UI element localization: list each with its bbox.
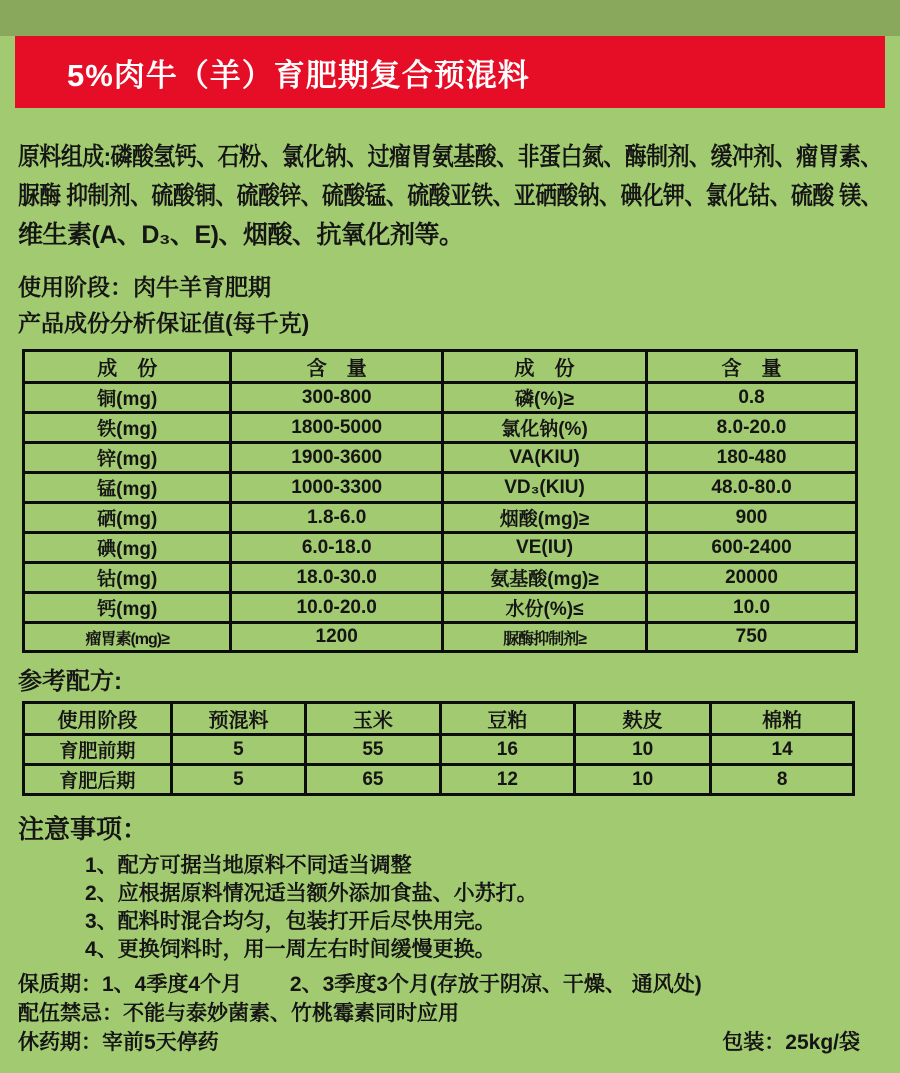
col-header-stage: 使用阶段 xyxy=(24,703,172,735)
note-item-3: 3、配料时混合均匀，包装打开后尽快用完。 xyxy=(85,910,496,933)
component-value: 1800-5000 xyxy=(231,413,443,443)
component-value: 900 xyxy=(647,503,857,533)
shelf-life-line xyxy=(18,970,882,999)
component-value: 10.0 xyxy=(647,593,857,623)
component-name: 氨基酸(mg)≥ xyxy=(442,563,646,593)
component-name: 钴(mg) xyxy=(24,563,231,593)
shelf-life-part-1: 保质期：1、4季度4个月 xyxy=(18,973,243,996)
ingredients-paragraph xyxy=(18,138,882,255)
formula-header-row xyxy=(24,703,854,735)
formula-section-title: 参考配方: xyxy=(18,668,122,695)
notes-list xyxy=(85,852,900,964)
col-header-component: 成 份 xyxy=(24,351,231,383)
table-row xyxy=(24,443,857,473)
analysis-table-title: 产品成份分析保证值(每千克) xyxy=(18,310,310,336)
component-name: 钙(mg) xyxy=(24,593,231,623)
stage-name: 育肥前期 xyxy=(24,735,172,765)
usage-stage-text: 使用阶段：肉牛羊育肥期 xyxy=(18,274,271,300)
component-name: 铁(mg) xyxy=(24,413,231,443)
component-value: 1.8-6.0 xyxy=(231,503,443,533)
component-value: 18.0-30.0 xyxy=(231,563,443,593)
component-value: 20000 xyxy=(647,563,857,593)
component-value: 180-480 xyxy=(647,443,857,473)
component-value: 6.0-18.0 xyxy=(231,533,443,563)
table-row xyxy=(24,563,857,593)
title-banner xyxy=(15,36,885,108)
analysis-header-row xyxy=(24,351,857,383)
withdrawal-package-line xyxy=(18,1028,882,1057)
component-name: 脲酶抑制剂≥ xyxy=(442,623,646,652)
note-item-2: 2、应根据原料情况适当额外添加食盐、小苏打。 xyxy=(85,882,538,905)
formula-value: 12 xyxy=(440,765,574,795)
note-item-1: 1、配方可据当地原料不同适当调整 xyxy=(85,854,412,877)
formula-value: 16 xyxy=(440,735,574,765)
stage-name: 育肥后期 xyxy=(24,765,172,795)
formula-value: 14 xyxy=(711,735,854,765)
col-header-content: 含 量 xyxy=(647,351,857,383)
col-header-premix: 预混料 xyxy=(171,703,305,735)
formula-value: 10 xyxy=(575,735,711,765)
footer-info xyxy=(18,970,882,1057)
table-row xyxy=(24,623,857,652)
formula-value: 55 xyxy=(306,735,440,765)
formula-value: 8 xyxy=(711,765,854,795)
note-item-4: 4、更换饲料时，用一周左右时间缓慢更换。 xyxy=(85,938,496,961)
component-value: 10.0-20.0 xyxy=(231,593,443,623)
formula-value: 5 xyxy=(171,765,305,795)
package-spec-text: 包装：25kg/袋 xyxy=(722,1031,860,1054)
component-value: 750 xyxy=(647,623,857,652)
component-value: 600-2400 xyxy=(647,533,857,563)
formula-table xyxy=(22,701,855,796)
component-name: 铜(mg) xyxy=(24,383,231,413)
notes-section-title: 注意事项： xyxy=(18,814,149,844)
component-name: 水份(%)≤ xyxy=(442,593,646,623)
formula-value: 5 xyxy=(171,735,305,765)
col-header-soybean-meal: 豆粕 xyxy=(440,703,574,735)
analysis-table xyxy=(22,349,858,653)
page-title: 5%肉牛（羊）育肥期复合预混料 xyxy=(67,57,530,93)
product-label-page xyxy=(0,36,900,1073)
component-name: VD₃(KIU) xyxy=(442,473,646,503)
component-name: 磷(%)≥ xyxy=(442,383,646,413)
component-name: VA(KIU) xyxy=(442,443,646,473)
col-header-corn: 玉米 xyxy=(306,703,440,735)
col-header-component: 成 份 xyxy=(442,351,646,383)
ingredients-line-1: 原料组成:磷酸氢钙、石粉、氯化钠、过瘤胃氨基酸、非蛋白氮、酶制剂、缓冲剂、瘤胃素、 xyxy=(18,143,882,171)
col-header-content: 含 量 xyxy=(231,351,443,383)
table-row xyxy=(24,533,857,563)
component-name: 瘤胃素(mg)≥ xyxy=(24,623,231,652)
table-row xyxy=(24,473,857,503)
formula-value: 10 xyxy=(575,765,711,795)
component-value: 48.0-80.0 xyxy=(647,473,857,503)
component-name: 烟酸(mg)≥ xyxy=(442,503,646,533)
incompatibility-line: 配伍禁忌：不能与泰妙菌素、竹桃霉素同时应用 xyxy=(18,1002,459,1025)
component-name: 硒(mg) xyxy=(24,503,231,533)
ingredients-line-2: 脲酶 抑制剂、硫酸铜、硫酸锌、硫酸锰、硫酸亚铁、亚硒酸钠、碘化钾、氯化钴、硫酸 镁、 xyxy=(18,182,882,210)
component-name: 锰(mg) xyxy=(24,473,231,503)
table-row xyxy=(24,593,857,623)
component-value: 1900-3600 xyxy=(231,443,443,473)
component-value: 300-800 xyxy=(231,383,443,413)
component-name: 碘(mg) xyxy=(24,533,231,563)
component-value: 1200 xyxy=(231,623,443,652)
component-value: 0.8 xyxy=(647,383,857,413)
ingredients-line-3: 维生素(A、D₃、E)、烟酸、抗氧化剂等。 xyxy=(18,221,464,249)
shelf-life-part-2: 2、3季度3个月(存放于阴凉、干燥、 通风处) xyxy=(289,973,702,996)
col-header-cottonseed-meal: 棉粕 xyxy=(711,703,854,735)
table-row xyxy=(24,503,857,533)
withdrawal-period-text: 休药期：宰前5天停药 xyxy=(18,1031,219,1054)
component-name: 氯化钠(%) xyxy=(442,413,646,443)
table-row xyxy=(24,765,854,795)
component-value: 8.0-20.0 xyxy=(647,413,857,443)
table-row xyxy=(24,413,857,443)
table-row xyxy=(24,735,854,765)
table-row xyxy=(24,383,857,413)
component-name: VE(IU) xyxy=(442,533,646,563)
col-header-bran: 麸皮 xyxy=(575,703,711,735)
component-value: 1000-3300 xyxy=(231,473,443,503)
component-name: 锌(mg) xyxy=(24,443,231,473)
formula-value: 65 xyxy=(306,765,440,795)
